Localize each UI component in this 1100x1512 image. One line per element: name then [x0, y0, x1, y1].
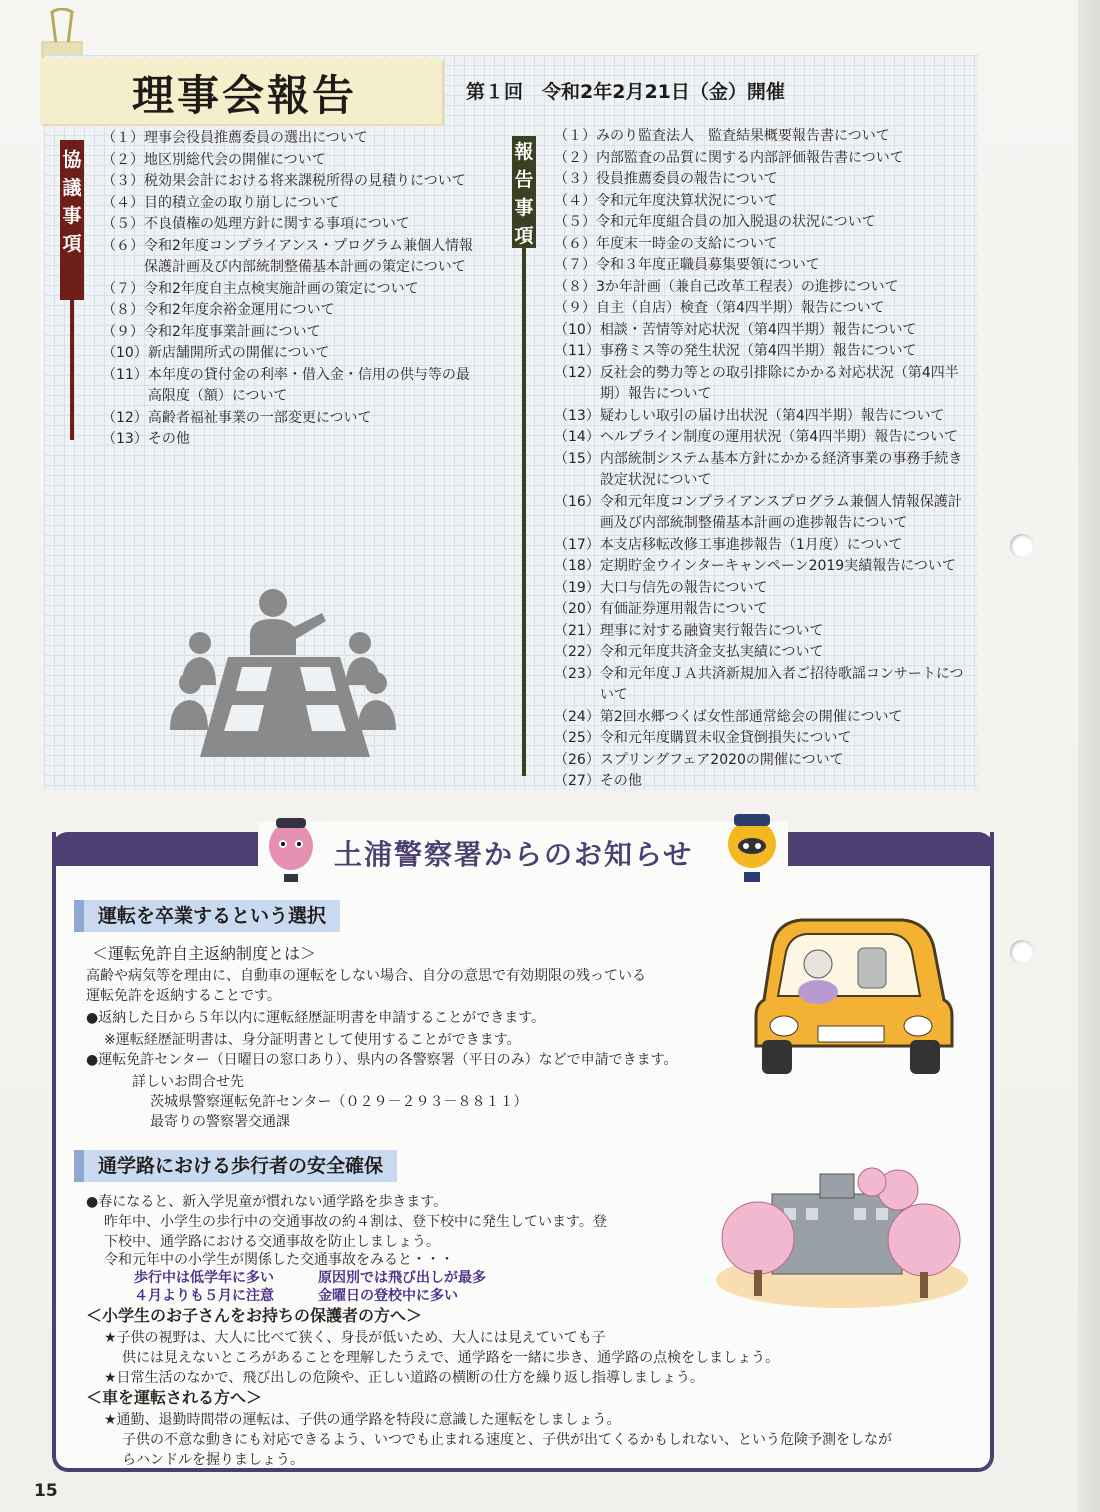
item-text: 令和2年度コンプライアンス・プログラム兼個人情報保護計画及び内部統制整備基本計画の策定について	[144, 237, 473, 275]
item-number: （２）	[102, 151, 144, 168]
list-item	[554, 750, 974, 772]
item-text: 有価証券運用報告について	[599, 601, 768, 617]
contact-title: 詳しいお問合せ先	[132, 1074, 244, 1090]
item-number: （27）	[554, 773, 600, 789]
item-text: 内部統制システム基本方針にかかる経済事業の事務手続き設定状況について	[599, 450, 963, 488]
retire-bullet-1-note: ※運転経歴証明書は、身分証明書として使用することができます。	[104, 1032, 521, 1048]
list-item	[102, 171, 482, 193]
list-item	[554, 492, 974, 535]
mascot-left-icon	[262, 812, 320, 884]
section-heading-retire: 運転を卒業するという選択	[74, 900, 340, 932]
school-p3: 下校中、通学路における交通事故を防止しましょう。	[104, 1234, 440, 1250]
mascot-right-icon	[722, 810, 782, 884]
school-p4: 令和元年中の小学生が関係した交通事故をみると・・・	[104, 1252, 454, 1268]
list-item	[554, 621, 974, 643]
item-text: 反社会的勢力等との取引排除にかかる対応状況（第4四半期）報告について	[599, 364, 959, 402]
list-item	[102, 429, 482, 451]
list-item	[102, 214, 482, 236]
item-text: 地区別総代会の開催について	[144, 151, 326, 168]
item-number: （20）	[554, 601, 600, 617]
item-number: （６）	[554, 235, 596, 252]
drivers-d1: ★通勤、退勤時間帯の運転は、子供の通学路を特段に意識した運転をしましょう。	[104, 1412, 621, 1428]
list-item	[102, 150, 482, 172]
item-text: 目的積立金の取り崩しについて	[144, 194, 340, 211]
item-text: 3か年計画（兼自己改革工程表）の進捗について	[596, 278, 899, 295]
list-item	[554, 277, 974, 299]
list-item	[554, 406, 974, 428]
item-text: 役員推薦委員の報告について	[596, 171, 778, 187]
item-number: （５）	[554, 214, 596, 230]
list-item	[102, 408, 482, 430]
parents-s1a: ★子供の視野は、大人に比べて狭く、身長が低いため、大人には見えていても子	[104, 1330, 606, 1346]
item-number: （16）	[554, 493, 600, 510]
list-item	[554, 707, 974, 729]
list-item	[554, 449, 974, 492]
item-number: （３）	[554, 171, 596, 187]
highlight-4: 金曜日の登校中に多い	[318, 1288, 458, 1304]
item-number: （６）	[102, 237, 144, 254]
item-number: （22）	[554, 644, 600, 660]
item-number: （８）	[102, 302, 144, 318]
list-item	[554, 578, 974, 600]
parents-s1b: 供には見えないところがあることを理解したうえで、通学路を一緒に歩き、通学路の点検をしましょう。	[122, 1350, 780, 1366]
deliberation-line	[70, 300, 74, 440]
list-item	[554, 363, 974, 406]
parents-s2: ★日常生活のなかで、飛び出しの危険や、正しい道路の横断の仕方を繰り返し指導しましょう。	[104, 1370, 704, 1386]
contact-license-center: 茨城県警察運転免許センター（０２９－２９３－８８１１）	[150, 1094, 528, 1110]
item-text: 令和３年度正職員募集要領について	[596, 257, 820, 273]
school-cherry-blossom-icon	[712, 1160, 968, 1310]
item-text: 高齢者福祉事業の一部変更について	[147, 409, 372, 426]
list-item	[554, 556, 974, 578]
list-item	[554, 320, 974, 342]
drivers-d2: 子供の不意な動きにも対応できるよう、いつでも止まれる速度と、子供が出てくるかもしれない、という危険予測をしなが	[122, 1432, 892, 1448]
item-number: （26）	[554, 751, 600, 768]
item-number: （５）	[102, 216, 144, 232]
item-number: （１）	[102, 130, 144, 146]
car-illustration-icon	[742, 908, 960, 1088]
item-number: （21）	[554, 622, 600, 639]
list-item	[554, 599, 974, 621]
item-text: 年度末一時金の支給について	[596, 235, 778, 252]
highlight-3: ４月よりも５月に注意	[134, 1288, 274, 1304]
item-number: （11）	[554, 343, 600, 359]
item-text: 事務ミス等の発生状況（第4四半期）報告について	[599, 343, 917, 359]
item-text: 不良債権の処理方針に関する事項について	[144, 216, 410, 232]
list-item	[554, 642, 974, 664]
drivers-title: ＜車を運転される方へ＞	[86, 1388, 263, 1407]
item-text: その他	[599, 773, 642, 789]
item-number: （11）	[102, 366, 148, 383]
retire-bullet-1: ●返納した日から５年以内に運転経歴証明書を申請することができます。	[86, 1010, 546, 1026]
parents-title: ＜小学生のお子さんをお持ちの保護者の方へ＞	[86, 1306, 423, 1325]
retire-bullet-2: ●運転免許センター（日曜日の窓口あり）、県内の各警察署（平日のみ）などで申請できます。	[86, 1052, 678, 1068]
item-text: 相談・苦情等対応状況（第4四半期）報告について	[599, 321, 917, 338]
list-item	[102, 128, 482, 150]
list-item	[554, 728, 974, 750]
item-text: 令和2年度事業計画について	[144, 323, 321, 340]
binder-hole	[1010, 534, 1034, 558]
item-number: （13）	[554, 407, 600, 424]
school-p2: 昨年中、小学生の歩行中の交通事故の約４割は、登下校中に発生しています。登	[104, 1214, 607, 1230]
list-item	[554, 298, 974, 320]
list-item	[102, 193, 482, 215]
list-item	[102, 343, 482, 365]
list-item	[554, 664, 974, 707]
item-text: 新店舗開所式の開催について	[147, 345, 330, 361]
item-number: （４）	[554, 192, 596, 209]
item-text: ヘルプライン制度の運用状況（第4四半期）報告について	[599, 429, 959, 445]
item-text: 疑わしい取引の届け出状況（第4四半期）報告について	[599, 407, 945, 424]
section-heading-school-route: 通学路における歩行者の安全確保	[74, 1150, 397, 1182]
list-item	[102, 279, 482, 301]
contact-police-station: 最寄りの警察署交通課	[150, 1114, 290, 1130]
drivers-d3: らハンドルを握りましょう。	[122, 1452, 304, 1468]
list-item	[554, 148, 974, 170]
item-text: 大口与信先の報告について	[599, 579, 768, 596]
item-text: 令和2年度自主点検実施計画の策定について	[144, 280, 419, 297]
item-number: （10）	[102, 345, 148, 361]
item-number: （４）	[102, 194, 144, 211]
police-title: 土浦警察署からのお知らせ	[334, 838, 694, 871]
item-number: （12）	[102, 409, 148, 426]
report-list	[554, 126, 974, 793]
item-text: 令和元年度共済金支払実績について	[599, 644, 824, 660]
page-edge	[1078, 0, 1100, 1512]
list-item	[102, 322, 482, 344]
item-number: （15）	[554, 450, 600, 467]
item-text: 令和2年度余裕金運用について	[144, 302, 335, 318]
list-item	[554, 771, 974, 793]
retire-subtitle: ＜運転免許自主返納制度とは＞	[92, 944, 317, 963]
item-text: 第2回水郷つくば女性部通常総会の開催について	[599, 708, 903, 725]
item-number: （９）	[102, 323, 144, 340]
item-text: みのり監査法人 監査結果概要報告書について	[596, 128, 890, 144]
list-item	[554, 427, 974, 449]
report-label: 報 告 事 項	[514, 141, 534, 247]
item-number: （23）	[554, 665, 600, 682]
report-line	[522, 248, 526, 776]
item-number: （２）	[554, 149, 596, 166]
item-text: スプリングフェア2020の開催について	[599, 751, 844, 768]
item-number: （25）	[554, 730, 600, 746]
item-text: 令和元年度決算状況について	[596, 192, 778, 209]
item-number: （８）	[554, 278, 596, 295]
item-number: （18）	[554, 558, 600, 574]
item-number: （13）	[102, 431, 148, 447]
list-item	[554, 341, 974, 363]
item-number: （17）	[554, 536, 600, 553]
item-number: （１）	[554, 128, 596, 144]
list-item	[554, 169, 974, 191]
deliberation-list	[102, 128, 482, 451]
item-text: 税効果会計における将来課税所得の見積りについて	[144, 173, 466, 189]
list-item	[554, 234, 974, 256]
list-item	[102, 365, 482, 408]
item-text: 理事に対する融資実行報告について	[599, 622, 824, 639]
item-number: （９）	[554, 300, 596, 316]
list-item	[554, 212, 974, 234]
item-text: 令和元年度ＪＡ共済新規加入者ご招待歌謡コンサートについて	[599, 665, 964, 703]
list-item	[102, 236, 482, 279]
page-title: 理事会報告	[132, 71, 358, 120]
highlight-1: 歩行中は低学年に多い	[134, 1270, 274, 1286]
item-text: 本支店移転改修工事進捗報告（1月度）について	[599, 536, 903, 553]
item-text: その他	[147, 431, 190, 447]
deliberation-label: 協 議 事 項	[62, 149, 82, 255]
item-text: 令和元年度コンプライアンスプログラム兼個人情報保護計画及び内部統制整備基本計画の進捗報告について	[599, 493, 962, 531]
meeting-date: 第１回 令和2年2月21日（金）開催	[466, 81, 785, 103]
meeting-table-icon	[170, 585, 400, 760]
item-number: （24）	[554, 708, 600, 725]
list-item	[554, 255, 974, 277]
item-text: 令和元年度組合員の加入脱退の状況について	[596, 214, 876, 230]
item-number: （19）	[554, 579, 600, 596]
page-number: 15	[34, 1481, 58, 1501]
highlight-2: 原因別では飛び出しが最多	[318, 1270, 486, 1286]
item-text: 定期貯金ウインターキャンペーン2019実績報告について	[599, 558, 956, 574]
list-item	[102, 300, 482, 322]
item-text: 自主（自店）検査（第4四半期）報告について	[596, 300, 885, 316]
item-text: 令和元年度購買未収金貸倒損失について	[599, 730, 852, 746]
list-item	[554, 191, 974, 213]
item-number: （10）	[554, 321, 600, 338]
item-text: 内部監査の品質に関する内部評価報告書について	[596, 149, 904, 166]
item-text: 本年度の貸付金の利率・借入金・信用の供与等の最高限度（額）について	[147, 366, 470, 404]
retire-intro-2: 運転免許を返納することです。	[86, 988, 281, 1004]
list-item	[554, 126, 974, 148]
binder-hole	[1010, 940, 1034, 964]
item-number: （12）	[554, 364, 600, 381]
list-item	[554, 535, 974, 557]
item-number: （３）	[102, 173, 144, 189]
item-number: （14）	[554, 429, 600, 445]
school-p1: ●春になると、新入学児童が慣れない通学路を歩きます。	[86, 1194, 448, 1210]
item-text: 理事会役員推薦委員の選出について	[144, 130, 368, 146]
item-number: （７）	[554, 257, 596, 273]
retire-intro-1: 高齢や病気等を理由に、自動車の運転をしない場合、自分の意思で有効期限の残っている	[86, 968, 646, 984]
item-number: （７）	[102, 280, 144, 297]
